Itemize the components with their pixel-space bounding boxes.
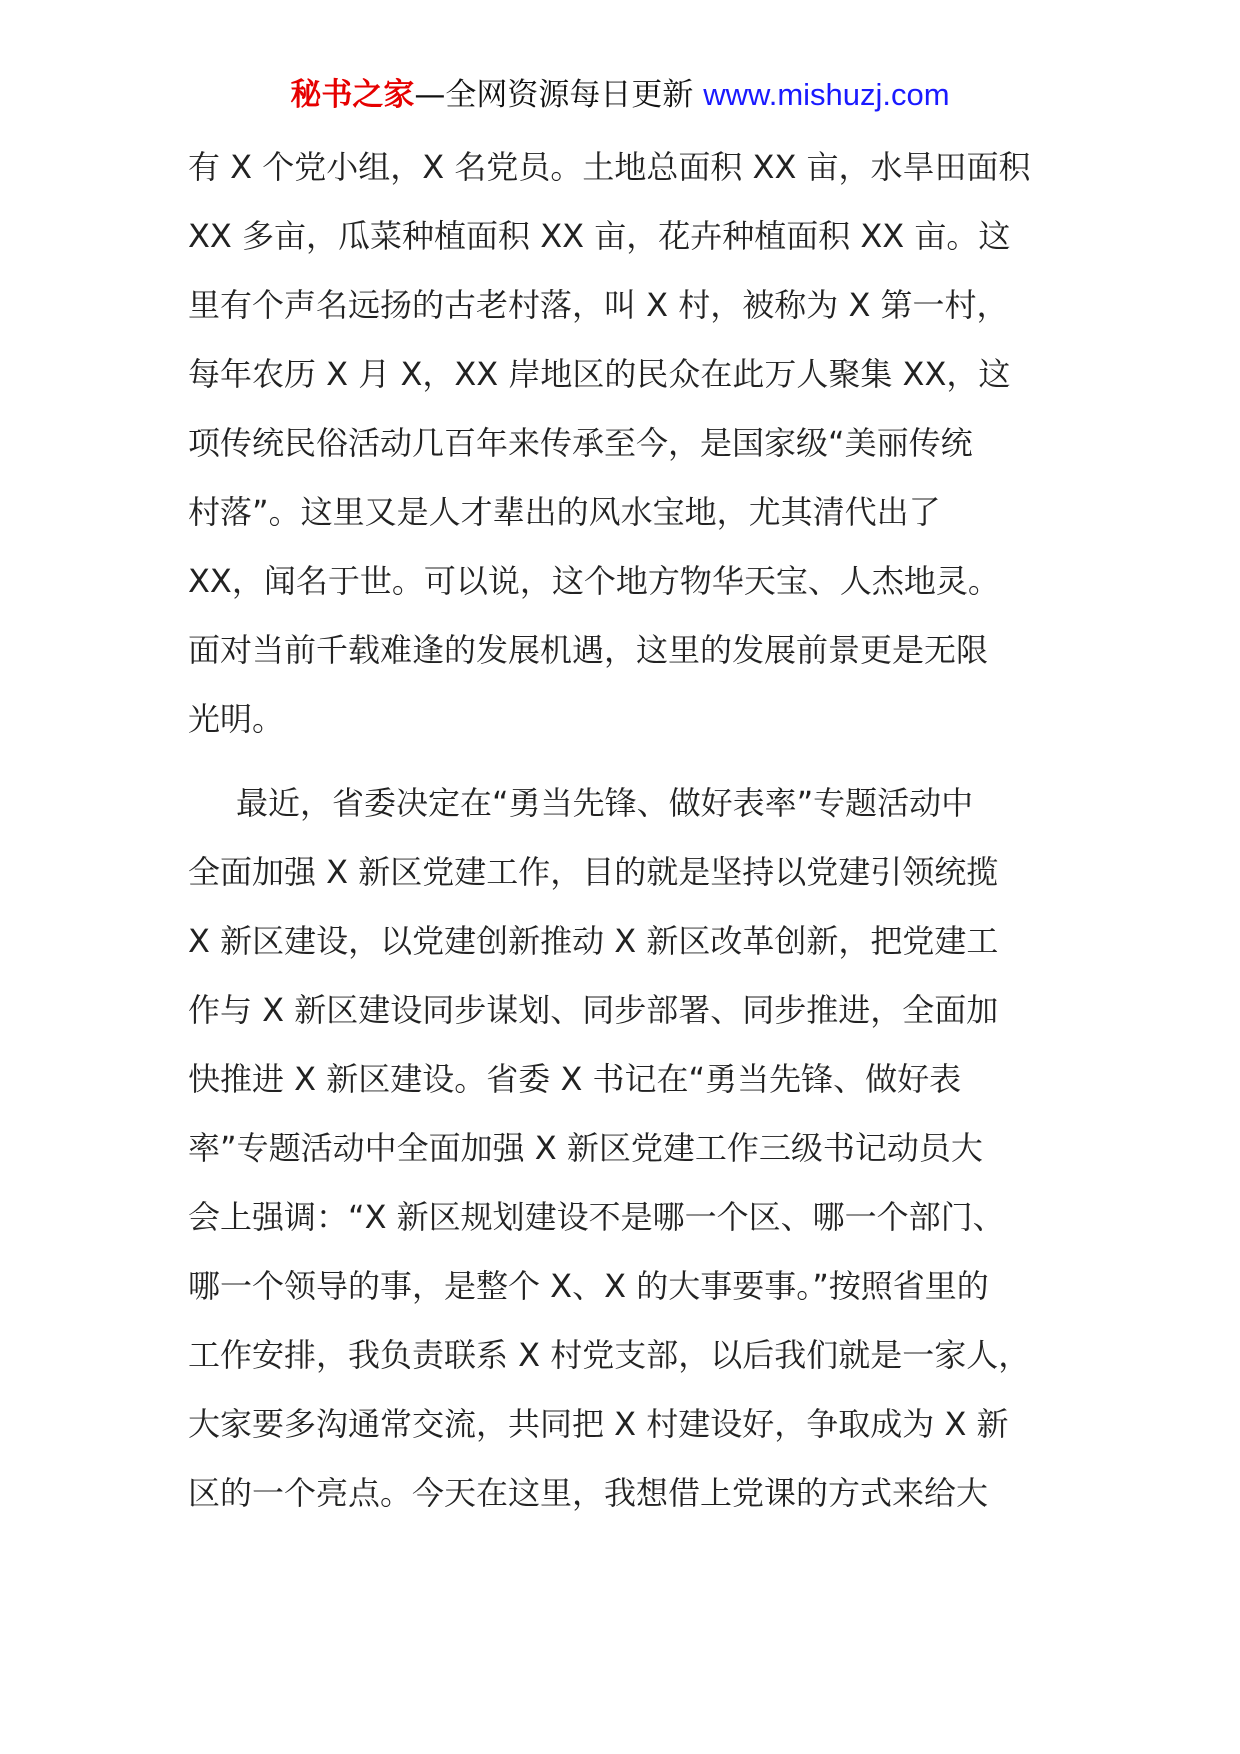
text-line: 率”专题活动中全面加强 X 新区党建工作三级书记动员大 xyxy=(188,1129,983,1167)
text-line: 快推进 X 新区建设。省委 X 书记在“勇当先锋、做好表 xyxy=(188,1060,962,1098)
text-line: 全面加强 X 新区党建工作，目的就是坚持以党建引领统揽 xyxy=(188,853,999,891)
site-tagline: —全网资源每日更新 xyxy=(414,77,694,113)
text-line: X 新区建设，以党建创新推动 X 新区改革创新，把党建工 xyxy=(188,922,999,960)
text-line: 村落”。这里又是人才辈出的风水宝地，尤其清代出了 xyxy=(188,493,941,531)
text-line: 工作安排，我负责联系 X 村党支部，以后我们就是一家人， xyxy=(188,1336,1031,1374)
text-line: 大家要多沟通常交流，共同把 X 村建设好，争取成为 X 新 xyxy=(188,1405,1009,1443)
site-url-link[interactable]: www.mishuzj.com xyxy=(703,77,950,112)
text-line: 区的一个亮点。今天在这里，我想借上党课的方式来给大 xyxy=(188,1474,989,1512)
site-header xyxy=(0,70,1240,120)
text-line: 哪一个领导的事，是整个 X、X 的大事要事。”按照省里的 xyxy=(188,1267,989,1305)
text-line: 项传统民俗活动几百年来传承至今，是国家级“美丽传统 xyxy=(188,424,973,462)
text-line: XX 多亩，瓜菜种植面积 XX 亩，花卉种植面积 XX 亩。这 xyxy=(188,217,1011,255)
paragraph-2 xyxy=(188,769,1068,1528)
text-line: 光明。 xyxy=(188,700,285,738)
text-line: XX，闻名于世。可以说，这个地方物华天宝、人杰地灵。 xyxy=(188,562,1000,600)
text-line: 有 X 个党小组，X 名党员。土地总面积 XX 亩，水旱田面积 xyxy=(188,148,1031,186)
text-line: 作与 X 新区建设同步谋划、同步部署、同步推进，全面加 xyxy=(188,991,999,1029)
text-line: 里有个声名远扬的古老村落，叫 X 村，被称为 X 第一村， xyxy=(188,286,1009,324)
paragraph-1 xyxy=(188,133,1068,754)
text-line: 每年农历 X 月 X，XX 岸地区的民众在此万人聚集 XX，这 xyxy=(188,355,1011,393)
text-line: 会上强调：“X 新区规划建设不是哪一个区、哪一个部门、 xyxy=(188,1198,1005,1236)
text-line: 面对当前千载难逢的发展机遇，这里的发展前景更是无限 xyxy=(188,631,989,669)
document-body xyxy=(188,133,1068,1528)
text-line: 最近，省委决定在“勇当先锋、做好表率”专题活动中 xyxy=(236,784,974,822)
site-brand: 秘书之家 xyxy=(290,77,415,113)
